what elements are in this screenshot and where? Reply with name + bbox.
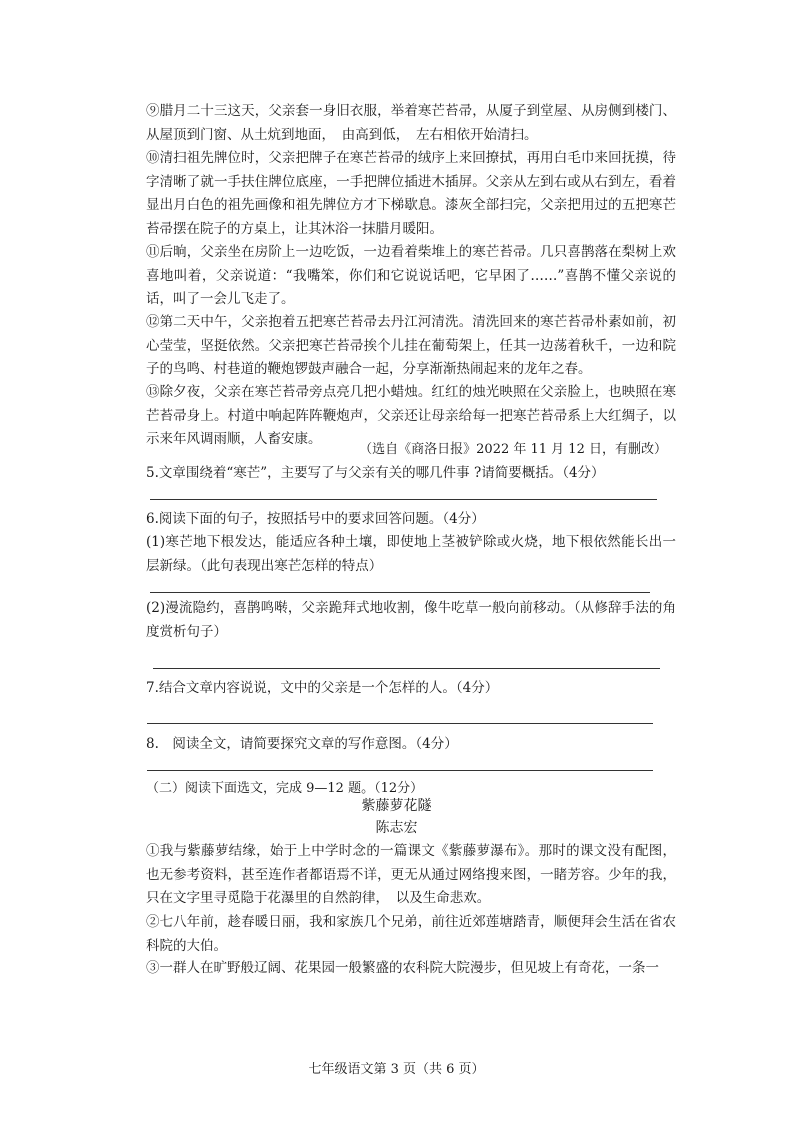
answer-line-8[interactable] <box>147 770 653 771</box>
answer-line-5[interactable] <box>150 499 657 500</box>
article-author: 陈志宏 <box>375 820 418 836</box>
question-8: 8. 阅读全文，请简要探究文章的写作意图。（4分） <box>146 736 458 752</box>
section-2-paragraph-1: ①我与紫藤萝结缘，始于上中学时念的一篇课文《紫藤萝瀑布》。那时的课文没有配图，也无参考资料，甚至连作者都语焉不详，更无从通过网络搜来图，一睹芳容。少年的我，只在文字里寻觅隐于花瀑里的自然韵律， 以及生命悲欢。 <box>146 843 676 906</box>
source-note: （选自《商洛日报》2022 年 11 月 12 日，有删改） <box>359 442 667 457</box>
paragraph-12: ⑫第二天中午，父亲抱着五把寒芒苔帚去丹江河清洗。清洗回来的寒芒苔帚朴素如前，初心莹莹，坚挺依然。父亲把寒芒苔帚挨个儿挂在葡萄架上，任其一边荡着秋千，一边和院子的鸟鸣、村巷道的鞭炮锣鼓声融合一起，分享渐渐热闹起来的龙年之春。 <box>146 314 676 377</box>
question-6-2: (2)漫流隐约，喜鹊鸣啭，父亲跪拜式地收割，像牛吃草一般向前移动。（从修辞手法的角度赏析句子） <box>146 600 676 640</box>
question-7: 7.结合文章内容说说，文中的父亲是一个怎样的人。（4分） <box>146 680 499 696</box>
section-2-intro: （二）阅读下面选文，完成 9—12 题。（12分） <box>146 781 424 796</box>
section-2-paragraph-2: ②七八年前，趁春暖日丽，我和家族几个兄弟，前往近郊莲塘踏青，顺便拜会生活在省农科院的大伯。 <box>146 914 676 954</box>
paragraph-11: ⑪后晌，父亲坐在房阶上一边吃饭，一边看着柴堆上的寒芒苔帚。几只喜鹊落在梨树上欢喜地叫着，父亲说道：“我嘴笨，你们和它说说话吧，它早困了……”喜鹊不懂父亲说的话，叫了一会儿飞走了。 <box>146 244 676 307</box>
question-6-1: (1)寒芒地下根发达，能适应各种土壤，即使地上茎被铲除或火烧，地下根依然能长出一层新绿。（此句表现出寒芒怎样的特点） <box>146 534 676 574</box>
answer-line-7[interactable] <box>147 723 653 724</box>
paragraph-10: ⑩清扫祖先牌位时，父亲把牌子在寒芒苔帚的绒序上来回撩拭，再用白毛巾来回抚摸，待字清晰了就一手扶住牌位底座，一手把牌位插进木插屏。父亲从左到右或从右到左，看着显出月白色的祖先画像和祖先牌位方才下梯歇息。漆灰全部扫完，父亲把用过的五把寒芒苔帚摆在院子的方桌上，让其沐浴一抹腊月暖阳。 <box>146 150 676 237</box>
question-6: 6.阅读下面的句子，按照括号中的要求回答问题。（4分） <box>146 511 485 527</box>
answer-line-6-1[interactable] <box>150 592 650 593</box>
paragraph-9: ⑨腊月二十三这天，父亲套一身旧衣服，举着寒芒苔帚，从厦子到堂屋、从房侧到楼门、从屋顶到门窗、从土炕到地面， 由高到低， 左右相依开始清扫。 <box>146 103 676 143</box>
page-footer: 七年级语文第 3 页（共 6 页） <box>308 1062 485 1077</box>
section-2-paragraph-3: ③一群人在旷野般辽阔、花果园一般繁盛的农科院大院漫步，但见坡上有奇花，一条一 <box>146 960 659 976</box>
answer-line-6-2[interactable] <box>153 668 660 669</box>
paragraph-13: ⑬除夕夜，父亲在寒芒苔帚旁点亮几把小蜡烛。红红的烛光映照在父亲脸上，也映照在寒芒苔帚身上。村道中响起阵阵鞭炮声，父亲还让母亲给每一把寒芒苔帚系上大红绸子，以示来年风调雨顺，人畜安康。 <box>146 384 676 447</box>
question-5: 5.文章围绕着“寒芒”，主要写了与父亲有关的哪几件事 ?请简要概括。（4分） <box>146 465 605 481</box>
article-title: 紫藤萝花隧 <box>361 798 432 814</box>
